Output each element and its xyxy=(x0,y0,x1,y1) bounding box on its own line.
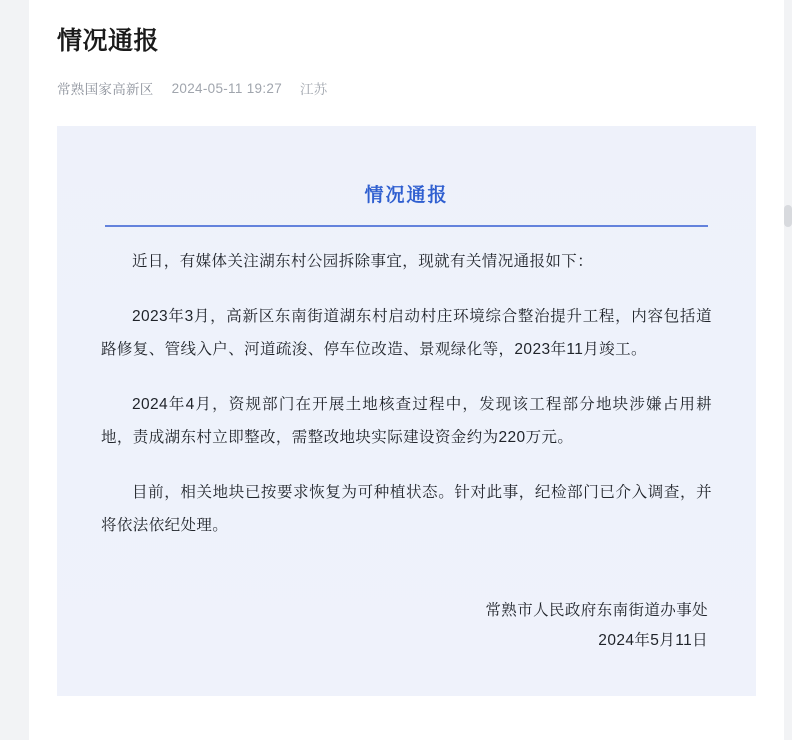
meta-timestamp: 2024-05-11 19:27 xyxy=(171,80,282,96)
notice-card xyxy=(57,126,756,696)
article-content xyxy=(29,0,784,740)
scrollbar-thumb[interactable] xyxy=(784,205,792,227)
notice-signature xyxy=(87,596,726,656)
notice-paragraph: 目前，相关地块已按要求恢复为可种植状态。针对此事，纪检部门已介入调查，并将依法依纪处理。 xyxy=(101,484,712,534)
page-title: 情况通报 xyxy=(57,27,160,55)
signature-organization: 常熟市人民政府东南街道办事处 xyxy=(485,602,708,619)
notice-body xyxy=(87,245,726,542)
meta-source: 常熟国家高新区 xyxy=(57,82,154,97)
meta-region: 江苏 xyxy=(300,82,328,97)
notice-divider xyxy=(105,225,708,227)
notice-paragraph: 2023年3月，高新区东南街道湖东村启动村庄环境综合整治提升工程，内容包括道路修复、管线入户、河道疏浚、停车位改造、景观绿化等，2023年11月竣工。 xyxy=(101,308,712,358)
notice-paragraph: 2024年4月，资规部门在开展土地核查过程中，发现该工程部分地块涉嫌占用耕地，责成湖东村立即整改，需整改地块实际建设资金约为220万元。 xyxy=(101,396,712,446)
notice-paragraph: 近日，有媒体关注湖东村公园拆除事宜，现就有关情况通报如下： xyxy=(132,253,594,270)
article-meta xyxy=(57,78,756,98)
page-right-margin xyxy=(784,0,792,740)
page-left-margin xyxy=(0,0,29,740)
notice-heading: 情况通报 xyxy=(364,185,449,206)
signature-date: 2024年5月11日 xyxy=(598,632,708,649)
